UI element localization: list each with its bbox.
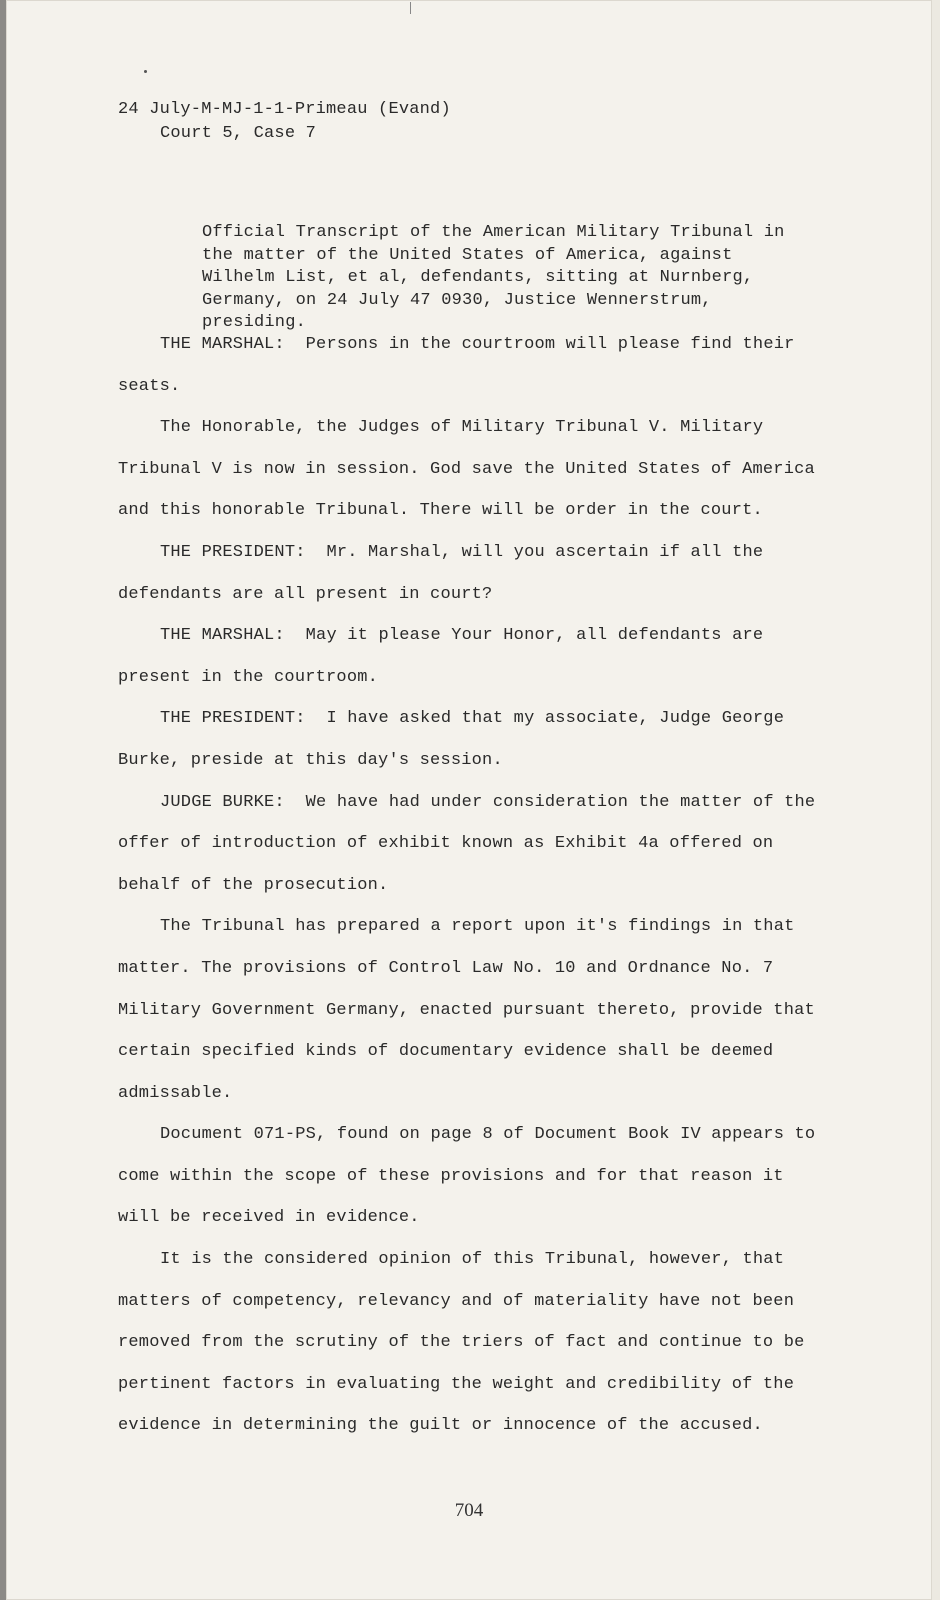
paragraph-text: We have had under consideration the matter of the offer of introduction of exhibit known as Exhibit 4a offered on behalf of the prosecution. <box>118 792 816 895</box>
paragraph-text: May it please Your Honor, all defendants are present in the courtroom. <box>118 626 764 687</box>
transcript-paragraph <box>118 532 818 615</box>
transcript-paragraph <box>118 906 818 1114</box>
paragraph-text: I have asked that my associate, Judge George Burke, preside at this day's session. <box>118 709 785 770</box>
paragraph-text: The Honorable, the Judges of Military Tribunal V. Military Tribunal V is now in session. God save the United States of America and this honorable Tribunal. There will be order in the court. <box>118 418 815 521</box>
transcript-body <box>118 324 818 1447</box>
speaker-label: THE MARSHAL: <box>160 626 285 646</box>
transcript-intro: Official Transcript of the American Military Tribunal in the matter of the United States of America, against Wilhelm List, et al, defendants, sitting at Nurnberg, Germany, on 24 July 47 0930, Justice Wennerstrum, presiding. <box>202 223 785 332</box>
speaker-label: THE PRESIDENT: <box>160 542 306 562</box>
header-line-date: 24 July-M-MJ-1-1-Primeau (Evand) <box>118 100 451 119</box>
speaker-label: THE PRESIDENT: <box>160 709 306 729</box>
speaker-label: JUDGE BURKE: <box>160 792 285 812</box>
paragraph-text: Mr. Marshal, will you ascertain if all the defendants are all present in court? <box>118 542 764 604</box>
transcript-paragraph <box>118 782 818 907</box>
transcript-header <box>118 98 451 146</box>
speaker-label: THE MARSHAL: <box>160 335 285 354</box>
paragraph-text: Document 071-PS, found on page 8 of Document Book IV appears to come within the scope of these provisions and for that reason it will be received in evidence. <box>118 1125 816 1228</box>
paragraph-text: Persons in the courtroom will please find their seats. <box>118 335 795 396</box>
transcript-paragraph <box>118 615 818 698</box>
transcript-page <box>6 0 932 1600</box>
header-line-court: Court 5, Case 7 <box>160 124 317 143</box>
paragraph-text: The Tribunal has prepared a report upon it's findings in that matter. The provisions of Control Law No. 10 and Ordnance No. 7 Military Government Germany, enacted pursuant thereto, provide that certain specified kinds of documentary evidence shall be deemed admissable. <box>118 917 815 1103</box>
scan-mark <box>410 2 411 14</box>
page-number: 704 <box>454 1500 484 1521</box>
transcript-paragraph <box>118 407 818 532</box>
paragraph-text: It is the considered opinion of this Tribunal, however, that matters of competency, relevancy and of materiality have not been removed from the scrutiny of the triers of fact and continue to be pertinent factors in evaluating the weight and credibility of the evidence in determining the guilt or innocence of the accused. <box>118 1250 805 1436</box>
transcript-paragraph <box>118 324 818 407</box>
transcript-paragraph <box>118 1239 818 1447</box>
transcript-paragraph <box>118 698 818 781</box>
scan-speck <box>144 70 147 73</box>
transcript-paragraph <box>118 1114 818 1239</box>
